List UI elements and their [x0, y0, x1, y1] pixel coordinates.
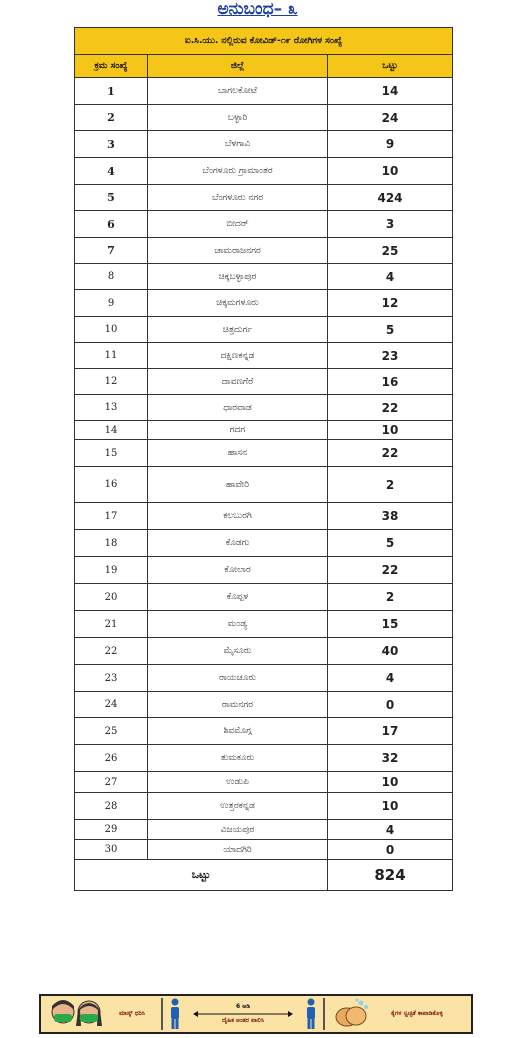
count-cell: 2	[328, 584, 453, 611]
serial-cell: 14	[75, 421, 148, 440]
total-row	[75, 860, 453, 891]
table-row	[75, 638, 453, 665]
serial-cell: 29	[75, 820, 148, 840]
person-icon	[169, 998, 181, 1030]
count-cell: 12	[328, 290, 453, 317]
count-cell: 22	[328, 440, 453, 467]
serial-cell: 13	[75, 395, 148, 421]
table-row	[75, 238, 453, 264]
count-cell: 22	[328, 395, 453, 421]
distance-value: 6 ಅಡಿ	[236, 1003, 250, 1010]
count-cell: 5	[328, 530, 453, 557]
distance-text: ದೈಹಿಕ ಅಂತರ ಪಾಲಿಸಿ	[221, 1017, 265, 1024]
district-cell: ಕಲಬುರಗಿ	[148, 503, 328, 530]
count-cell: 10	[328, 772, 453, 793]
serial-cell: 9	[75, 290, 148, 317]
serial-cell: 3	[75, 131, 148, 158]
district-cell: ಬೆಂಗಳೂರು ನಗರ	[148, 185, 328, 211]
table-row	[75, 317, 453, 343]
icu-covid-table	[74, 27, 453, 891]
person-icon	[305, 998, 317, 1030]
mask-section	[41, 996, 161, 1032]
count-cell: 0	[328, 692, 453, 718]
annexure-heading: ಅನುಬಂಧ– ೩	[217, 0, 298, 19]
district-cell: ಉತ್ತರಕನ್ನಡ	[148, 793, 328, 820]
serial-cell: 12	[75, 369, 148, 395]
count-cell: 9	[328, 131, 453, 158]
district-cell: ಧಾರವಾಡ	[148, 395, 328, 421]
table-row	[75, 264, 453, 290]
count-cell: 0	[328, 840, 453, 860]
table-row	[75, 557, 453, 584]
table-row	[75, 78, 453, 105]
table-row	[75, 718, 453, 745]
table-row	[75, 158, 453, 185]
count-cell: 32	[328, 745, 453, 772]
count-cell: 10	[328, 793, 453, 820]
serial-cell: 5	[75, 185, 148, 211]
district-cell: ಬಳ್ಳಾರಿ	[148, 105, 328, 131]
district-cell: ಬೆಳಗಾವಿ	[148, 131, 328, 158]
count-cell: 38	[328, 503, 453, 530]
table-row	[75, 584, 453, 611]
count-cell: 4	[328, 820, 453, 840]
district-cell: ಹಾಸನ	[148, 440, 328, 467]
distance-section	[163, 996, 323, 1032]
table-row	[75, 211, 453, 238]
serial-cell: 11	[75, 343, 148, 369]
table-row	[75, 530, 453, 557]
table-row	[75, 820, 453, 840]
table-row	[75, 503, 453, 530]
count-cell: 2	[328, 467, 453, 503]
count-cell: 10	[328, 421, 453, 440]
serial-cell: 10	[75, 317, 148, 343]
count-cell: 25	[328, 238, 453, 264]
serial-cell: 24	[75, 692, 148, 718]
district-cell: ಬೆಂಗಳೂರು ಗ್ರಾಮಾಂತರ	[148, 158, 328, 185]
serial-cell: 30	[75, 840, 148, 860]
serial-cell: 7	[75, 238, 148, 264]
serial-cell: 16	[75, 467, 148, 503]
district-cell: ಗದಗ	[148, 421, 328, 440]
table-row	[75, 343, 453, 369]
safety-banner	[39, 994, 473, 1034]
serial-cell: 2	[75, 105, 148, 131]
count-cell: 40	[328, 638, 453, 665]
serial-cell: 17	[75, 503, 148, 530]
serial-cell: 28	[75, 793, 148, 820]
district-cell: ಉಡುಪಿ	[148, 772, 328, 793]
district-cell: ತುಮಕೂರು	[148, 745, 328, 772]
district-cell: ಮೈಸೂರು	[148, 638, 328, 665]
table-row	[75, 131, 453, 158]
table-row	[75, 421, 453, 440]
district-cell: ಕೋಲಾರ	[148, 557, 328, 584]
table-row	[75, 105, 453, 131]
district-cell: ಚಿಕ್ಕಮಗಳೂರು	[148, 290, 328, 317]
district-cell: ರಾಯಚೂರು	[148, 665, 328, 692]
district-cell: ಚಿಕ್ಕಬಳ್ಳಾಪುರ	[148, 264, 328, 290]
table-row	[75, 793, 453, 820]
table-row	[75, 840, 453, 860]
count-cell: 23	[328, 343, 453, 369]
table-row	[75, 665, 453, 692]
masked-faces-icon	[45, 996, 109, 1032]
table-title-row	[75, 28, 453, 55]
district-cell: ಬೀದರ್	[148, 211, 328, 238]
serial-cell: 19	[75, 557, 148, 584]
table-row	[75, 611, 453, 638]
serial-cell: 20	[75, 584, 148, 611]
serial-cell: 21	[75, 611, 148, 638]
count-cell: 4	[328, 665, 453, 692]
district-cell: ದಕ್ಷಿಣಕನ್ನಡ	[148, 343, 328, 369]
table-title: ಐ.ಸಿ.ಯು. ನಲ್ಲಿರುವ ಕೋವಿಡ್-೧೯ ರೋಗಿಗಳ ಸಂಖ್ಯೆ	[75, 28, 453, 55]
hand-wash-icon	[331, 997, 371, 1031]
district-cell: ಯಾದಗಿರಿ	[148, 840, 328, 860]
district-cell: ಕೊಡಗು	[148, 530, 328, 557]
district-cell: ಚಾಮರಾಜನಗರ	[148, 238, 328, 264]
serial-cell: 15	[75, 440, 148, 467]
table-header-row	[75, 55, 453, 78]
district-cell: ದಾವಣಗೆರೆ	[148, 369, 328, 395]
total-value: 824	[328, 860, 453, 891]
serial-cell: 26	[75, 745, 148, 772]
district-cell: ಮಂಡ್ಯ	[148, 611, 328, 638]
district-cell: ಕೊಪ್ಪಳ	[148, 584, 328, 611]
serial-cell: 22	[75, 638, 148, 665]
count-cell: 14	[328, 78, 453, 105]
header-district: ಜಿಲ್ಲೆ	[148, 55, 328, 78]
header-count: ಒಟ್ಟು	[328, 55, 453, 78]
count-cell: 424	[328, 185, 453, 211]
header-serial: ಕ್ರಮ ಸಂಖ್ಯೆ	[75, 55, 148, 78]
count-cell: 15	[328, 611, 453, 638]
serial-cell: 23	[75, 665, 148, 692]
serial-cell: 6	[75, 211, 148, 238]
count-cell: 16	[328, 369, 453, 395]
distance-info	[188, 1003, 298, 1025]
count-cell: 22	[328, 557, 453, 584]
serial-cell: 8	[75, 264, 148, 290]
district-cell: ರಾಮನಗರ	[148, 692, 328, 718]
count-cell: 24	[328, 105, 453, 131]
table-row	[75, 290, 453, 317]
district-cell: ಬಾಗಲಕೋಟೆ	[148, 78, 328, 105]
table-row	[75, 467, 453, 503]
table-row	[75, 185, 453, 211]
handwash-section	[325, 996, 471, 1032]
total-label: ಒಟ್ಟು	[75, 860, 328, 891]
district-cell: ಚಿತ್ರದುರ್ಗ	[148, 317, 328, 343]
count-cell: 4	[328, 264, 453, 290]
count-cell: 3	[328, 211, 453, 238]
table-row	[75, 440, 453, 467]
serial-cell: 25	[75, 718, 148, 745]
serial-cell: 4	[75, 158, 148, 185]
count-cell: 5	[328, 317, 453, 343]
mask-text: ಮಾಸ್ಕ್ ಧರಿಸಿ	[119, 1010, 145, 1017]
serial-cell: 27	[75, 772, 148, 793]
handwash-text: ಕೈಗಳ ಸ್ವಚ್ಛತೆ ಕಾಪಾಡಿಕೊಳ್ಳಿ	[391, 1010, 443, 1017]
table-row	[75, 395, 453, 421]
count-cell: 10	[328, 158, 453, 185]
table-row	[75, 745, 453, 772]
district-cell: ವಿಜಯಪುರ	[148, 820, 328, 840]
district-cell: ಶಿವಮೊಗ್ಗ	[148, 718, 328, 745]
table-row	[75, 369, 453, 395]
serial-cell: 18	[75, 530, 148, 557]
count-cell: 17	[328, 718, 453, 745]
district-cell: ಹಾವೇರಿ	[148, 467, 328, 503]
table-row	[75, 772, 453, 793]
serial-cell: 1	[75, 78, 148, 105]
table-row	[75, 692, 453, 718]
